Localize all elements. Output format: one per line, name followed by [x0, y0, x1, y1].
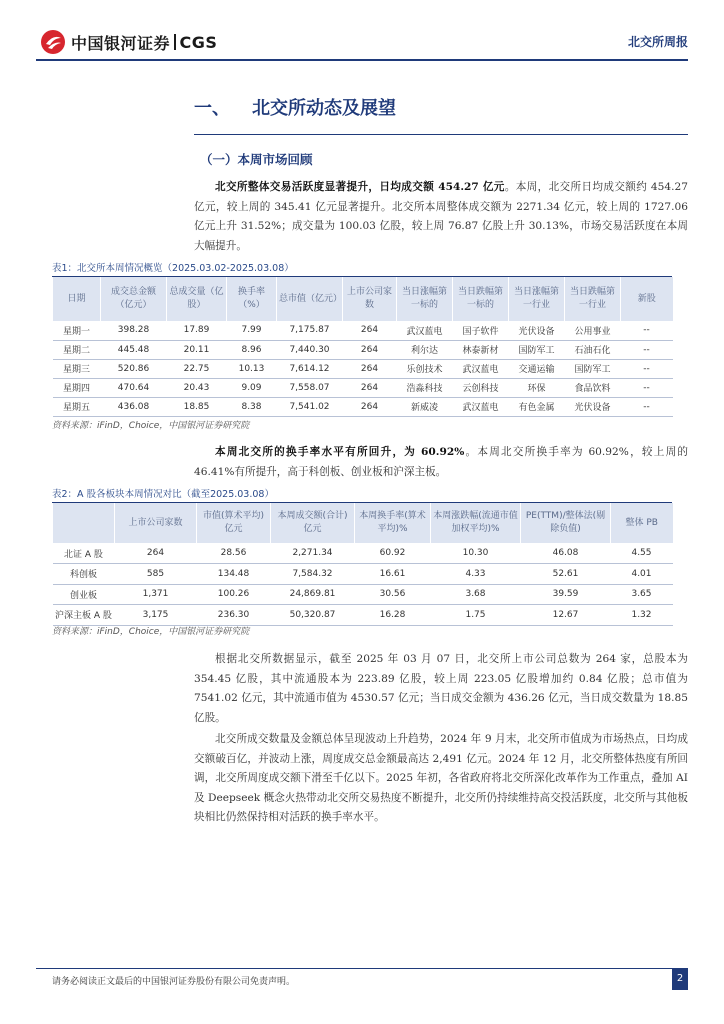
- table1-header: 新股: [621, 277, 673, 321]
- table-cell: 8.38: [227, 397, 277, 416]
- table-row: [53, 543, 673, 564]
- table-row: [53, 340, 673, 359]
- table-row: [53, 397, 673, 416]
- table-cell: 264: [343, 321, 397, 340]
- table-cell: 10.30: [431, 543, 521, 564]
- table-cell: 7,541.02: [277, 397, 343, 416]
- logo-english-name: CGS: [179, 32, 218, 52]
- footer-disclaimer: 请务必阅读正文最后的中国银河证券股份有限公司免责声明。: [52, 977, 296, 987]
- table-cell: 4.33: [431, 564, 521, 585]
- table-cell: 7,558.07: [277, 378, 343, 397]
- table-cell: 1.75: [431, 605, 521, 626]
- table-cell: 环保: [509, 378, 565, 397]
- table-cell: 3.68: [431, 584, 521, 605]
- table-cell: 264: [343, 378, 397, 397]
- table-cell: 470.64: [101, 378, 167, 397]
- table-cell: --: [621, 378, 673, 397]
- table-cell: 100.26: [197, 584, 271, 605]
- table-cell: 52.61: [521, 564, 611, 585]
- table1-source: 资料来源：iFinD，Choice，中国银河证券研究院: [52, 421, 250, 431]
- table2-source: 资料来源：iFinD，Choice，中国银河证券研究院: [52, 627, 250, 637]
- table-row: [53, 378, 673, 397]
- table-cell: 264: [343, 397, 397, 416]
- section-number: 一、: [194, 98, 230, 119]
- table-cell: 18.85: [167, 397, 227, 416]
- table2-header: 本周成交额(合计)亿元: [271, 503, 355, 543]
- table1-header: 日期: [53, 277, 101, 321]
- table-cell: 22.75: [167, 359, 227, 378]
- paragraph-lead: 本周北交所的换手率水平有所回升，为 60.92%: [215, 446, 465, 458]
- table-cell: 石油石化: [565, 340, 621, 359]
- table-cell: 30.56: [355, 584, 431, 605]
- table-cell: 2,271.34: [271, 543, 355, 564]
- table-cell: 236.30: [197, 605, 271, 626]
- table-cell: 24,869.81: [271, 584, 355, 605]
- company-logo: [40, 27, 217, 57]
- page-number: 2: [672, 968, 688, 990]
- table-cell: --: [621, 397, 673, 416]
- table-cell: 国防军工: [509, 340, 565, 359]
- page-header: [0, 0, 724, 62]
- table-cell: 585: [115, 564, 197, 585]
- footer-divider: [36, 968, 688, 969]
- table-cell: 武汉蓝电: [453, 397, 509, 416]
- table-cell: 交通运输: [509, 359, 565, 378]
- table2-header: 本周换手率(算术平均)%: [355, 503, 431, 543]
- table-cell: 7.99: [227, 321, 277, 340]
- paragraph-body: 。本周北交所换手率为 60.92%，较上周的 46.41%有所提升，高于科创板、创业板和沪深主板。: [194, 446, 688, 478]
- header-divider: [36, 59, 688, 61]
- table-cell: 398.28: [101, 321, 167, 340]
- table1-caption: 表1：北交所本周情况概览（2025.03.02-2025.03.08）: [52, 263, 294, 274]
- table-cell: 20.11: [167, 340, 227, 359]
- table-cell: 星期二: [53, 340, 101, 359]
- table1-header: 上市公司家数: [343, 277, 397, 321]
- table-cell: 4.01: [611, 564, 673, 585]
- table-cell: 4.55: [611, 543, 673, 564]
- table-cell: --: [621, 340, 673, 359]
- table2: [52, 502, 672, 626]
- table-cell: 39.59: [521, 584, 611, 605]
- table-cell: 264: [115, 543, 197, 564]
- table-row: [53, 584, 673, 605]
- logo-chinese-name: 中国银河证券: [71, 33, 171, 53]
- table-row: [53, 321, 673, 340]
- paragraph-turnover: [194, 443, 688, 482]
- table-cell: 445.48: [101, 340, 167, 359]
- paragraph-trend: 北交所成交数量及金额总体呈现波动上升趋势，2024 年 9 月末，北交所市值成为市场热点，日均成交额破百亿，并波动上涨，周度成交总金额最高达 2,491 亿元。2024 年 12 月，北交所整体热度有所回调，北交所周度成交额下滑至千亿以下。2025 年初，各省政府将北交所深化改革作为工作重点，叠加 AI 及 Deepseek 概念火热带动北交所交易热度不断提升，北交所仍持续维持高交投活跃度，北交所与其他板块相比仍然保持相对活跃的换手率水平。: [194, 733, 688, 824]
- table-cell: 12.67: [521, 605, 611, 626]
- table-cell: 创业板: [53, 584, 115, 605]
- table-cell: 国子软件: [453, 321, 509, 340]
- table2-header: 市值(算术平均)亿元: [197, 503, 271, 543]
- table-cell: 7,440.30: [277, 340, 343, 359]
- table1-header: 当日涨幅第一行业: [509, 277, 565, 321]
- table-cell: 光伏设备: [565, 397, 621, 416]
- table-cell: 264: [343, 359, 397, 378]
- table1-header: 总市值（亿元）: [277, 277, 343, 321]
- table-cell: 沪深主板 A 股: [53, 605, 115, 626]
- table2-header-row: [53, 503, 673, 543]
- table-cell: 星期五: [53, 397, 101, 416]
- table-row: [53, 605, 673, 626]
- table-cell: 3,175: [115, 605, 197, 626]
- table-cell: 武汉蓝电: [453, 359, 509, 378]
- table-cell: 浩淼科技: [397, 378, 453, 397]
- table-row: [53, 359, 673, 378]
- table-cell: 云创科技: [453, 378, 509, 397]
- table1-header: 成交总金额（亿元）: [101, 277, 167, 321]
- table-cell: 20.43: [167, 378, 227, 397]
- table-cell: 林泰新材: [453, 340, 509, 359]
- table-cell: 60.92: [355, 543, 431, 564]
- table-cell: 520.86: [101, 359, 167, 378]
- table-cell: 星期四: [53, 378, 101, 397]
- table-cell: 264: [343, 340, 397, 359]
- table-cell: 1,371: [115, 584, 197, 605]
- table-cell: 星期一: [53, 321, 101, 340]
- table-cell: --: [621, 321, 673, 340]
- table-cell: 46.08: [521, 543, 611, 564]
- table-cell: 28.56: [197, 543, 271, 564]
- table-cell: --: [621, 359, 673, 378]
- section-title: [194, 94, 396, 120]
- table-cell: 乐创技术: [397, 359, 453, 378]
- table-cell: 134.48: [197, 564, 271, 585]
- paragraph-lead: 北交所整体交易活跃度显著提升，日均成交额 454.27 亿元: [215, 181, 505, 193]
- table1-header: 换手率（%）: [227, 277, 277, 321]
- logo-separator: [174, 34, 176, 50]
- table2-caption: 表2：A 股各板块本周情况对比（截至2025.03.08）: [52, 489, 274, 500]
- table2-header: 整体 PB: [611, 503, 673, 543]
- cgs-logo-icon: [40, 29, 66, 55]
- table-cell: 新威凌: [397, 397, 453, 416]
- table1-header: 当日涨幅第一标的: [397, 277, 453, 321]
- table1: [52, 276, 672, 417]
- table-cell: 8.96: [227, 340, 277, 359]
- table-cell: 16.28: [355, 605, 431, 626]
- table-cell: 光伏设备: [509, 321, 565, 340]
- paragraph-market-stats: 根据北交所数据显示，截至 2025 年 03 月 07 日，北交所上市公司总数为 264 家，总股本为 354.45 亿股，其中流通股本为 223.89 亿股，较上周 223.05 亿股增加约 0.84 亿股；总市值为 7541.02 亿元，其中流通市值为 4530.57 亿元；当日成交金额为 436.26 亿元，当日成交数量为 18.85 亿股。: [194, 653, 688, 724]
- table-cell: 17.89: [167, 321, 227, 340]
- table1-header: 当日跌幅第一行业: [565, 277, 621, 321]
- table-cell: 7,584.32: [271, 564, 355, 585]
- table1-header: 总成交量（亿股）: [167, 277, 227, 321]
- table-row: [53, 564, 673, 585]
- table-cell: 7,175.87: [277, 321, 343, 340]
- report-type-label: 北交所周报: [627, 35, 688, 49]
- paragraph-body: 。本周，北交所日均成交额约 454.27 亿元，较上周的 345.41 亿元显著提升。北交所本周整体成交额为 2271.34 亿元，较上周的 1727.06 亿元上升 31.52%；成交量为 100.03 亿股，较上周 76.87 亿股上升 30.13%，市场交易活跃度在本周大幅提升。: [194, 181, 688, 252]
- table-cell: 436.08: [101, 397, 167, 416]
- table-cell: 9.09: [227, 378, 277, 397]
- table-cell: 公用事业: [565, 321, 621, 340]
- table2-header: PE(TTM)/整体法(剔除负值): [521, 503, 611, 543]
- table2-header: 本周涨跌幅(流通市值加权平均)%: [431, 503, 521, 543]
- table1-header-row: [53, 277, 673, 321]
- table-cell: 10.13: [227, 359, 277, 378]
- table2-header: 上市公司家数: [115, 503, 197, 543]
- table-cell: 有色金属: [509, 397, 565, 416]
- table-cell: 50,320.87: [271, 605, 355, 626]
- table-cell: 武汉蓝电: [397, 321, 453, 340]
- table-cell: 1.32: [611, 605, 673, 626]
- table-cell: 食品饮料: [565, 378, 621, 397]
- table1-header: 当日跌幅第一标的: [453, 277, 509, 321]
- table-cell: 16.61: [355, 564, 431, 585]
- table-cell: 3.65: [611, 584, 673, 605]
- paragraph-trading-activity: [194, 178, 688, 256]
- subsection-title: （一）本周市场回顾: [200, 152, 313, 167]
- table-cell: 北证 A 股: [53, 543, 115, 564]
- table-cell: 星期三: [53, 359, 101, 378]
- table-cell: 7,614.12: [277, 359, 343, 378]
- section-divider: [194, 134, 688, 135]
- table-cell: 科创板: [53, 564, 115, 585]
- table2-header: [53, 503, 115, 543]
- table-cell: 国防军工: [565, 359, 621, 378]
- section-heading: 北交所动态及展望: [252, 98, 396, 119]
- table-cell: 利尔达: [397, 340, 453, 359]
